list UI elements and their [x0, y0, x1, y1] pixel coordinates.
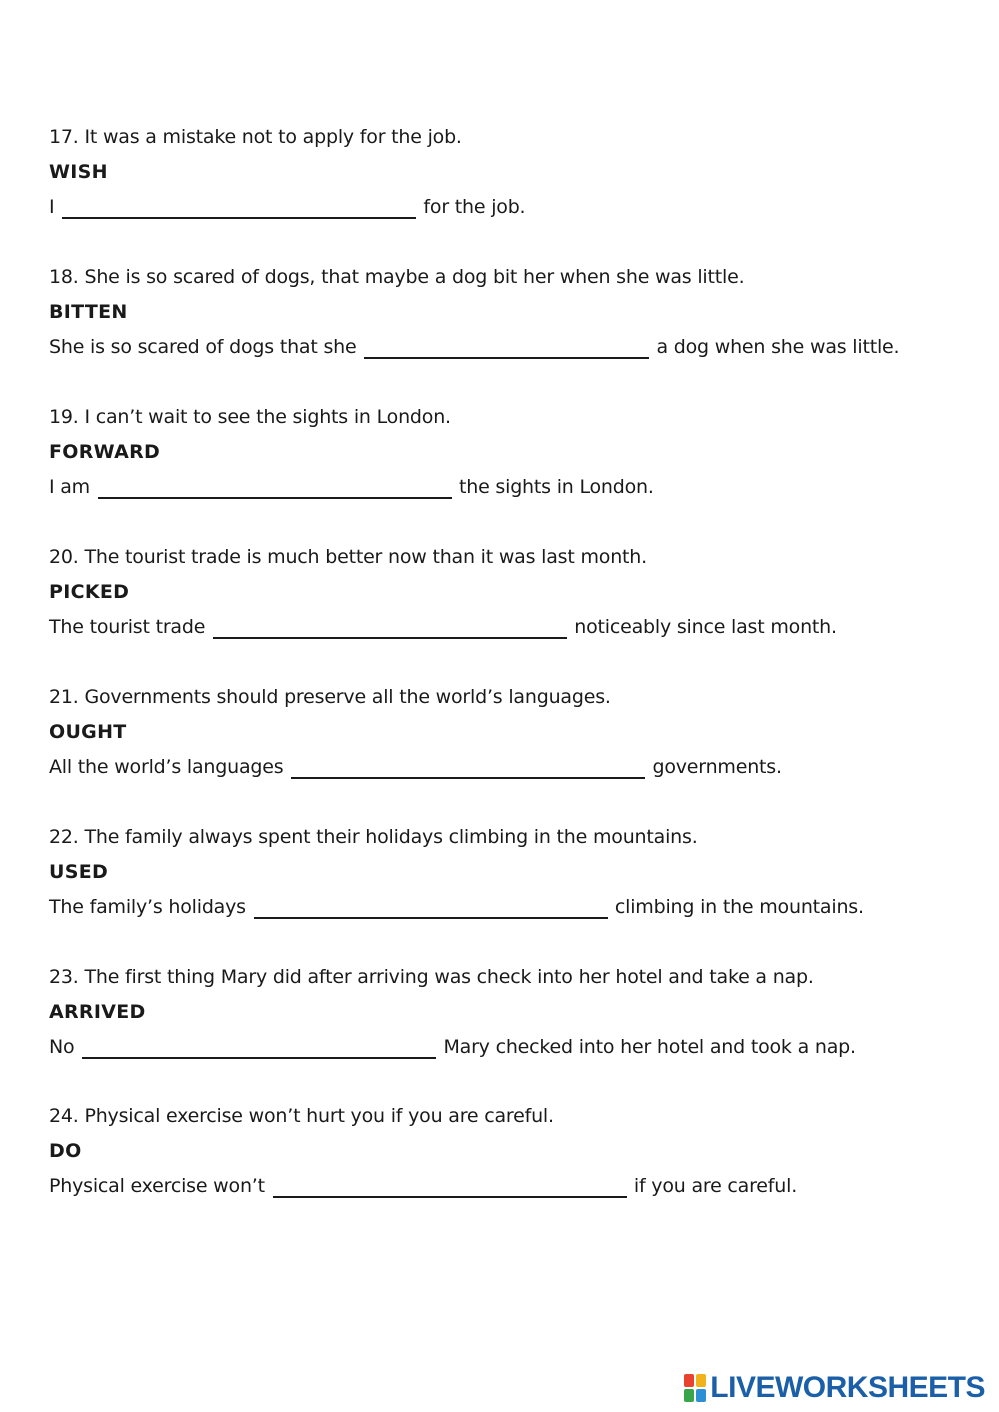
keyword: DO — [49, 1140, 82, 1162]
answer-sentence — [49, 890, 979, 925]
sentence-end: climbing in the mountains. — [614, 896, 864, 918]
logo-square-yellow — [696, 1374, 706, 1387]
liveworksheets-logo-icon — [684, 1374, 706, 1402]
exercise-item-23 — [49, 960, 979, 1065]
question-text: 20. The tourist trade is much better now than it was last month. — [49, 546, 647, 568]
answer-blank[interactable] — [98, 477, 452, 499]
question-text: 18. She is so scared of dogs, that maybe a dog bit her when she was little. — [49, 266, 745, 288]
logo-text: LIVEWORKSHEETS — [710, 1371, 985, 1404]
answer-blank[interactable] — [213, 617, 567, 639]
exercise-item-20 — [49, 540, 979, 645]
answer-sentence — [49, 470, 979, 505]
liveworksheets-logo — [684, 1368, 985, 1408]
sentence-end: noticeably since last month. — [574, 616, 837, 638]
keyword: FORWARD — [49, 441, 161, 463]
keyword: WISH — [49, 161, 108, 183]
answer-sentence — [49, 330, 979, 365]
sentence-start: All the world’s languages — [49, 756, 284, 778]
question-text: 19. I can’t wait to see the sights in London. — [49, 406, 451, 428]
sentence-start: The family’s holidays — [49, 896, 246, 918]
keyword: PICKED — [49, 581, 130, 603]
sentence-start: She is so scared of dogs that she — [49, 336, 357, 358]
sentence-end: governments. — [652, 756, 782, 778]
exercise-item-19 — [49, 400, 979, 505]
exercise-item-22 — [49, 820, 979, 925]
answer-blank[interactable] — [364, 337, 649, 359]
answer-sentence — [49, 190, 979, 225]
exercise-item-18 — [49, 260, 979, 365]
question-text: 21. Governments should preserve all the world’s languages. — [49, 686, 611, 708]
sentence-start: I am — [49, 476, 90, 498]
logo-square-green — [684, 1389, 694, 1402]
question-text: 24. Physical exercise won’t hurt you if you are careful. — [49, 1105, 554, 1127]
answer-blank[interactable] — [62, 197, 416, 219]
question-text: 22. The family always spent their holidays climbing in the mountains. — [49, 826, 698, 848]
sentence-end: a dog when she was little. — [656, 336, 900, 358]
sentence-start: I — [49, 196, 55, 218]
answer-sentence — [49, 610, 979, 645]
question-text: 23. The first thing Mary did after arriving was check into her hotel and take a nap. — [49, 966, 814, 988]
answer-sentence — [49, 1030, 979, 1065]
logo-square-blue — [696, 1389, 706, 1402]
answer-sentence — [49, 1169, 979, 1204]
answer-blank[interactable] — [254, 897, 608, 919]
answer-sentence — [49, 750, 979, 785]
keyword: ARRIVED — [49, 1001, 146, 1023]
keyword: BITTEN — [49, 301, 128, 323]
exercise-item-24 — [49, 1099, 979, 1204]
logo-square-red — [684, 1374, 694, 1387]
keyword: USED — [49, 861, 109, 883]
sentence-end: the sights in London. — [459, 476, 654, 498]
sentence-start: The tourist trade — [49, 616, 206, 638]
sentence-end: for the job. — [423, 196, 526, 218]
exercise-item-17 — [49, 120, 979, 225]
sentence-end: Mary checked into her hotel and took a nap. — [443, 1036, 856, 1058]
sentence-end: if you are careful. — [633, 1175, 798, 1197]
answer-blank[interactable] — [291, 757, 645, 779]
sentence-start: No — [49, 1036, 75, 1058]
answer-blank[interactable] — [273, 1176, 627, 1198]
sentence-start: Physical exercise won’t — [49, 1175, 265, 1197]
question-text: 17. It was a mistake not to apply for the job. — [49, 126, 462, 148]
keyword: OUGHT — [49, 721, 127, 743]
exercise-item-21 — [49, 680, 979, 785]
answer-blank[interactable] — [82, 1037, 436, 1059]
